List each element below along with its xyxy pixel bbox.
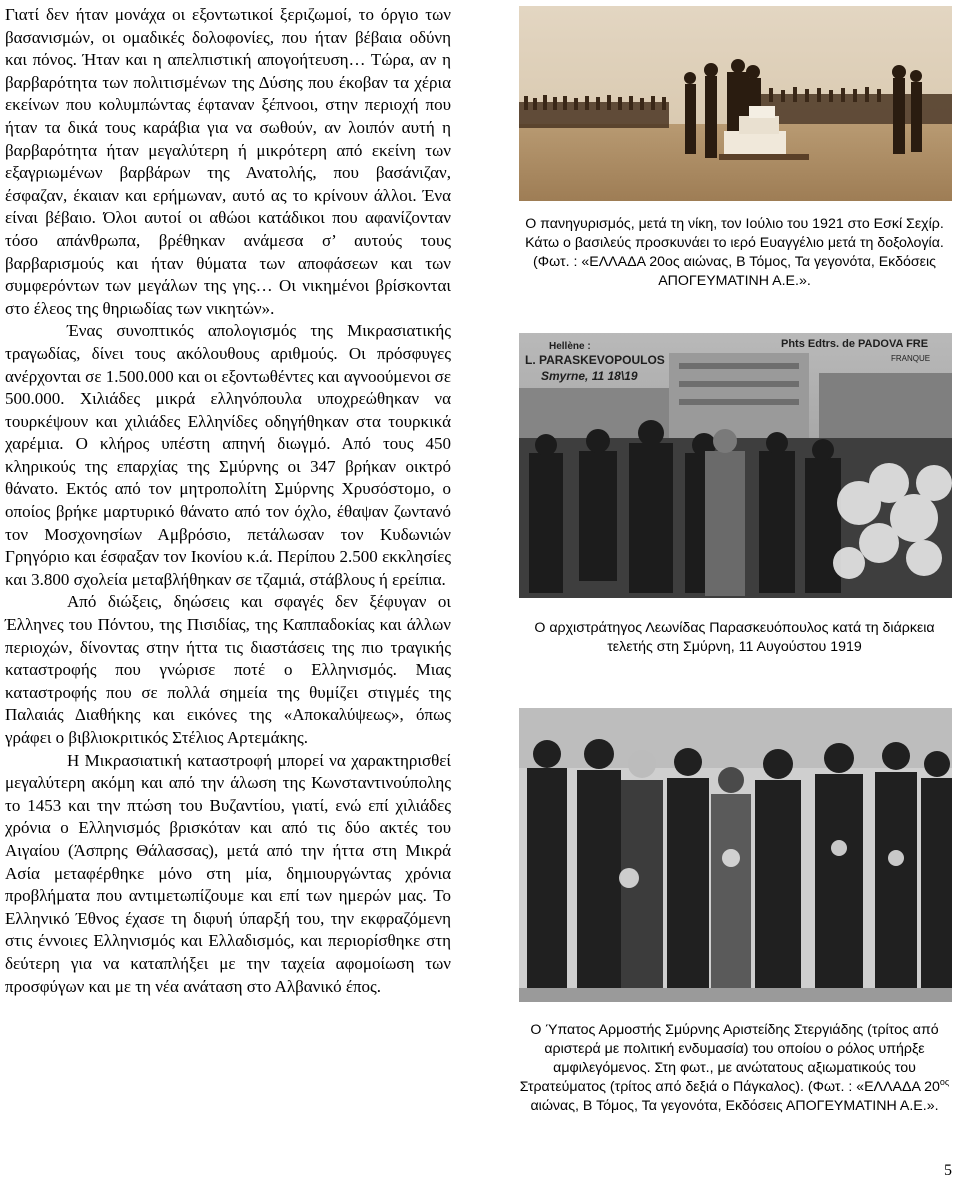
sepia-photo-image <box>519 6 952 201</box>
caption-line: Ο πανηγυρισμός, μετά τη νίκη, τον Ιούλιο του 1921 στο Εσκί Σεχίρ. <box>525 216 944 232</box>
caption-line: ΑΠΟΓΕΥΜΑΤΙΝΗ Α.Ε.». <box>658 273 811 289</box>
caption-line-with-superscript <box>509 1078 960 1097</box>
caption-line: Κάτω ο βασιλεύς προσκυνάει το ιερό Ευαγγέλιο μετά τη δοξολογία. <box>525 235 944 251</box>
photo-stamp-photographer: L. PARASKEVOPOULOS <box>525 353 665 367</box>
paragraph-1: Γιατί δεν ήταν μονάχα οι εξοντωτικοί ξεριζωμοί, το όργιο των βασανισμών, οι ομαδικές δολοφονίες, που ήταν βέβαια οδύνη και πόνος. Ήταν και η απελπιστική απογοήτευση… Τώρα, αν η βαρβαρότητα των πολιτισμένων της Δύσης που έκοβαν τα χέρια εκείνων που κολυμπώντας έφταναν ξέπνοοι, στην περιοχή που ήταν τα δικά τους καράβια για να σωθούν, αν λοιπόν αυτή η βαρβαρότητα ήταν μεγαλύτερη ή μικρότερη από εκείνη των εξαγριωμένων βαρβάρων της Ανατολής, που βασάνιζαν, έσφαζαν, έκαιαν και ερήμωναν, αυτό ας το κρίνουν άλλοι. Ένα είναι βέβαιο. Όλοι αυτοί οι αθώοι κατάδικοι που αφανίζονταν τόσο απάνθρωπα, βρέθηκαν ανάμεσα σ’ αυτούς τους βαρβαρισμούς και ήταν θύματα των αποφάσεων και των συμφερόντων των μεγάλων της γης… Οι νικημένοι βρίσκονται στο έλεος της θηριωδίας των νικητών». <box>5 5 451 318</box>
caption-line: αμφιλεγόμενος. Στη φωτ., με ανώτατους αξιωματικούς του <box>553 1060 916 1076</box>
caption-line: Ο Ύπατος Αρμοστής Σμύρνης Αριστείδης Στεργιάδης (τρίτος από <box>530 1022 939 1038</box>
caption-superscript: ος <box>939 1077 950 1087</box>
caption-text: Στρατεύματος (τρίτος από δεξιά ο Πάγκαλος). (Φωτ. : «ΕΛΛΑΔΑ 20 <box>519 1079 940 1095</box>
paragraph-3: Από διώξεις, δηώσεις και σφαγές δεν ξέφυγαν οι Έλληνες του Πόντου, της Πισιδίας, της Καππαδοκίας και άλλων περιοχών, δίνοντας στην ήττα τις διαστάσεις της πιο τραγικής καταστροφής που γνώρισε ποτέ ο Ελληνισμός. Μιας καταστροφής που σε πολλά σημεία της θυμίζει στιγμές της Παλαιάς Διαθήκης και εικόνες της «Αποκαλύψεως», όπως γράφει ο βιβλιοκριτικός Στέλιος Αρτεμάκης. <box>5 592 451 747</box>
bw-photo-image <box>519 333 952 598</box>
photo-caption-2 <box>509 619 960 657</box>
caption-line: Ο αρχιστράτηγος Λεωνίδας Παρασκευόπουλος κατά τη διάρκεια <box>534 620 935 636</box>
body-text-column <box>5 4 451 998</box>
paragraph-2: Ένας συνοπτικός απολογισμός της Μικρασιατικής τραγωδίας, δίνει τους ακόλουθους αριθμούς. Οι πρόσφυγες ανέρχονται σε 1.500.000 και οι εξοντωθέντες και αγνοούμενοι σε 500.000. Χιλιάδες μικρά ελληνόπουλα υποχρεώθηκαν να τουρκέψουν και χιλιάδες Ελληνίδες οδηγήθηκαν στα τουρκικά χαρέμια. Ο κλήρος υπέστη απηνή διωγμό. Από τους 450 κληρικούς της επαρχίας της Σμύρνης οι 347 βρήκαν οικτρό θάνατο. Εκτός από τον μητροπολίτη Σμύρνης Χρυσόστομο, ο οποίος βρήκε μαρτυρικό θάνατο από τον όχλο, έθαψαν ζωντανό τον Μοσχονησίων Αμβρόσιο, πετάλωσαν τον Κυδωνιών Γρηγόριο και έσφαξαν τον Ικονίου κ.ά. Περίπου 2.500 εκκλησίες και 3.800 σχολεία μεταβλήθηκαν σε τζαμιά, στάβλους ή ερείπια. <box>5 321 451 589</box>
photo-paraskevopoulos-ceremony <box>519 333 952 598</box>
photo-stamp-studio: Phts Edtrs. de PADOVA FRE <box>781 338 929 350</box>
photo-caption-3 <box>509 1021 960 1116</box>
caption-line: (Φωτ. : «ΕΛΛΑΔΑ 20ος αιώνας, Β Τόμος, Τα γεγονότα, Εκδόσεις <box>533 254 936 270</box>
bw-photo-image <box>519 708 952 1002</box>
paragraph-4: Η Μικρασιατική καταστροφή μπορεί να χαρακτηρισθεί μεγαλύτερη ακόμη και από την άλωση της Κωνσταντινούπολης το 1453 και την πτώση του Βυζαντίου, γιατί, ενώ επί χιλιάδες χρόνια ο Ελληνισμός βρισκόταν και από τις δύο ακτές του Αιγαίου (Άσπρης Θάλασσας), μετά από την ήττα στη Μικρά Ασία μεταφέρθηκε μόνο στη μία, δημιουργώντας χρόνια προβλήματα που αντιμετωπίζουμε και επί των ημερών μας. Το Ελληνικό Έθνος έχασε τη διφυή ύπαρξή του, την εκφραζόμενη στις έννοιες Ελληνισμός και Ελλαδισμός, και περιορίσθηκε στη δεύτερη για να καταπλήξει με την ταχεία αφομοίωση των προσφύγων και με τη νέα ανάταση στο Αλβανικό έπος. <box>5 750 451 996</box>
photo-stamp-place-date: Smyrne, 11 18\19 <box>541 369 638 383</box>
caption-line: αιώνας, Β Τόμος, Τα γεγονότα, Εκδόσεις ΑΠΟΓΕΥΜΑΤΙΝΗ Α.Ε.». <box>530 1098 939 1114</box>
photo-eski-sehir-celebration <box>519 6 952 201</box>
page-number: 5 <box>944 1162 952 1179</box>
photo-stamp-studio-sub: FRANQUE <box>891 354 931 363</box>
photo-sterghiades-officers <box>519 708 952 1002</box>
caption-line: τελετής στη Σμύρνη, 11 Αυγούστου 1919 <box>607 639 862 655</box>
photo-caption-1 <box>509 215 960 291</box>
caption-line: αριστερά με πολιτική ενδυμασία) του οποίου ο ρόλος υπήρξε <box>544 1041 925 1057</box>
photo-stamp-hellene: Hellène : <box>549 341 591 352</box>
